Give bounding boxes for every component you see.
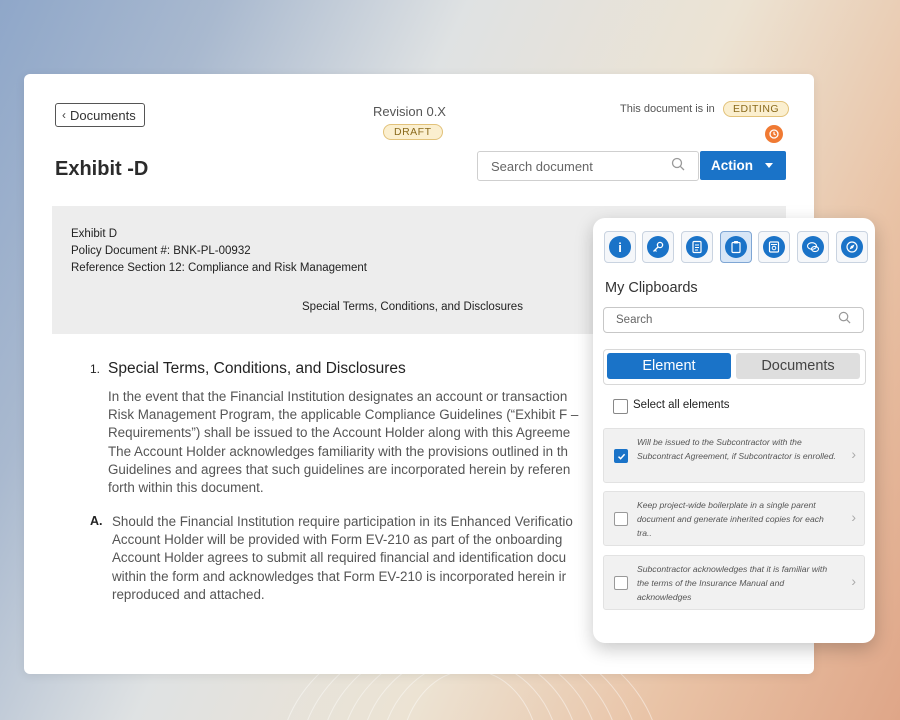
tab-element[interactable]: Element: [607, 353, 731, 379]
item-checkbox[interactable]: [614, 512, 628, 526]
paragraph-line: reproduced and attached.: [112, 586, 265, 602]
paragraph-line: within the form and acknowledges that Form EV-210 is incorporated herein ir: [112, 568, 567, 584]
paragraph-line: forth within this document.: [108, 479, 264, 495]
item-checkbox[interactable]: [614, 449, 628, 463]
archive-icon: [763, 236, 785, 258]
action-dropdown-button[interactable]: [700, 151, 786, 180]
archive-tool-button[interactable]: [758, 231, 790, 263]
clipboard-item-text: Keep project-wide boilerplate in a single parent document and generate inherited copies for each tra..: [637, 500, 824, 538]
tab-documents[interactable]: Documents: [736, 353, 860, 379]
chevron-left-icon: ‹: [62, 108, 66, 122]
item-checkbox[interactable]: [614, 576, 628, 590]
section-paragraph: [108, 388, 578, 497]
clipboard-item[interactable]: [603, 491, 865, 546]
paragraph-line: Account Holder agrees to submit all required financial and identification docu: [112, 550, 567, 566]
editing-status-badge: EDITING: [723, 101, 789, 117]
subsection-number: A.: [90, 514, 103, 528]
back-button-label: Documents: [70, 107, 136, 123]
chevron-right-icon[interactable]: ›: [851, 446, 856, 462]
paragraph-line: Requirements”) shall be issued to the Account Holder along with this Agreeme: [108, 425, 571, 441]
header-center-title: Special Terms, Conditions, and Disclosures: [302, 301, 523, 313]
info-icon: i: [609, 236, 631, 258]
document-icon: [686, 236, 708, 258]
info-tool-button[interactable]: [604, 231, 636, 263]
clipboard-item-text: Will be issued to the Subcontractor with the Subcontract Agreement, if Subcontractor is enrolled.: [637, 437, 836, 461]
clipboard-icon: [725, 236, 747, 258]
section-title: Special Terms, Conditions, and Disclosures: [108, 360, 406, 377]
panel-title: My Clipboards: [605, 280, 698, 296]
select-all-label: Select all elements: [633, 399, 730, 411]
header-line: Reference Section 12: Compliance and Risk Management: [71, 262, 367, 274]
clipboard-item-text: Subcontractor acknowledges that it is familiar with the terms of the Insurance Manual and acknowledges: [637, 564, 828, 602]
compass-icon: [841, 236, 863, 258]
paragraph-line: Account Holder will be provided with Form EV-210 as part of the onboarding: [112, 532, 563, 548]
chevron-right-icon[interactable]: ›: [851, 573, 856, 589]
search-icon[interactable]: [671, 157, 685, 176]
back-to-documents-button[interactable]: [55, 103, 145, 127]
clipboard-search[interactable]: [603, 307, 864, 333]
page-title: Exhibit -D: [55, 158, 149, 180]
clipboard-item[interactable]: [603, 555, 865, 610]
compass-tool-button[interactable]: [836, 231, 868, 263]
subsection-paragraph: [112, 513, 573, 604]
check-icon: [617, 452, 626, 461]
draft-badge: DRAFT: [383, 124, 443, 140]
paragraph-line: In the event that the Financial Institution designates an account or transaction: [108, 389, 568, 404]
section-number: 1.: [90, 362, 101, 376]
chat-tool-button[interactable]: [797, 231, 829, 263]
document-search[interactable]: [477, 151, 699, 181]
clipboard-search-input[interactable]: [614, 313, 838, 327]
key-icon: [647, 236, 669, 258]
key-tool-button[interactable]: [642, 231, 674, 263]
search-icon[interactable]: [838, 311, 851, 329]
clipboard-panel: [593, 218, 875, 643]
paragraph-line: Risk Management Program, the applicable Compliance Guidelines (“Exhibit F –: [108, 407, 579, 423]
clipboard-tool-button[interactable]: [720, 231, 752, 263]
paragraph-line: The Account Holder acknowledges familiarity with the provisions outlined in th: [108, 443, 568, 459]
chevron-right-icon[interactable]: ›: [851, 509, 856, 525]
header-line: Policy Document #: BNK-PL-00932: [71, 245, 251, 257]
caret-down-icon: [765, 163, 773, 168]
clipboard-item[interactable]: [603, 428, 865, 483]
select-all-checkbox[interactable]: [613, 399, 628, 414]
header-line: Exhibit D: [71, 228, 118, 240]
paragraph-line: Guidelines and agrees that such guidelines are incorporated herein by referen: [108, 461, 571, 477]
document-search-input[interactable]: [489, 158, 671, 175]
document-status-text: This document is in: [620, 103, 715, 115]
chat-icon: [802, 236, 824, 258]
history-icon[interactable]: [765, 125, 783, 143]
paragraph-line: Should the Financial Institution require participation in its Enhanced Verificatio: [112, 514, 573, 529]
document-tool-button[interactable]: [681, 231, 713, 263]
revision-label: Revision 0.X: [373, 104, 446, 119]
clipboard-tab-switcher: [603, 349, 866, 385]
action-button-label: Action: [711, 158, 753, 173]
